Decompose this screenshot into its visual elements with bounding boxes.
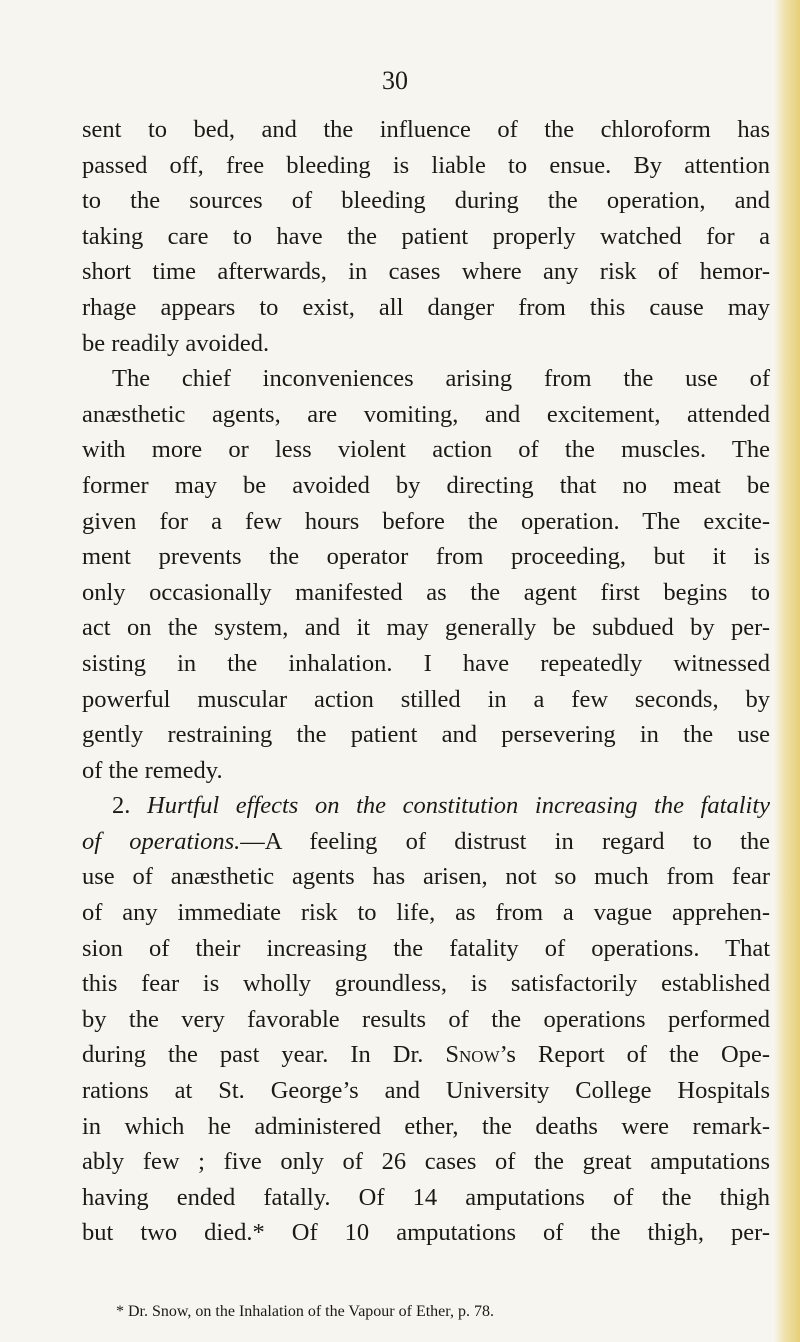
text-line: act on the system, and it may generally be subdued by per- — [82, 614, 770, 642]
text-line: rhage appears to exist, all danger from this cause may — [82, 293, 770, 321]
text-line: gently restraining the patient and persevering in the use — [82, 721, 770, 749]
text-line: rations at St. George’s and University College Hospitals — [82, 1077, 770, 1105]
text-line: former may be avoided by directing that no meat be — [82, 471, 770, 499]
text-fragment: during the past year. In Dr. — [82, 1041, 424, 1069]
text-line: sent to bed, and the influence of the chloroform has — [82, 116, 770, 143]
body-text — [82, 112, 770, 1251]
text-line: sisting in the inhalation. I have repeatedly witnessed — [82, 649, 770, 677]
text-line: by the very favorable results of the operations performed — [82, 1005, 770, 1033]
text-line: use of anæsthetic agents has arisen, not so much from fear — [82, 863, 770, 891]
paragraph-start-line: The chief inconveniences arising from the use of — [112, 365, 770, 393]
section-heading-line — [82, 788, 770, 824]
text-line: of the remedy. — [82, 756, 223, 784]
text-line: ment prevents the operator from proceeding, but it is — [82, 543, 770, 571]
text-line: to the sources of bleeding during the operation, and — [82, 187, 770, 215]
text-line: of any immediate risk to life, as from a vague apprehen- — [82, 899, 770, 927]
text-line: passed off, free bleeding is liable to ensue. By attention — [82, 151, 770, 179]
text-line: given for a few hours before the operation. The excite- — [82, 507, 770, 535]
section-heading-cont: of operations. — [82, 827, 241, 855]
section-heading: Hurtful effects on the constitution increasing the fatality — [147, 792, 771, 820]
footnote: * Dr. Snow, on the Inhalation of the Vapour of Ether, p. 78. — [116, 1303, 494, 1320]
section-number: 2. — [112, 792, 131, 820]
text-fragment: ’s Report of the Ope- — [499, 1041, 771, 1069]
text-line: with more or less violent action of the muscles. The — [82, 436, 770, 464]
text-line: ably few ; five only of 26 cases of the great amputations — [82, 1148, 770, 1176]
text-line: but two died.* Of 10 amputations of the thigh, per- — [82, 1219, 770, 1247]
text-line: anæsthetic agents, are vomiting, and excitement, attended — [82, 400, 770, 428]
text-line: short time afterwards, in cases where any risk of hemor- — [82, 258, 770, 286]
section-heading-line — [82, 824, 770, 860]
page-edge-tint — [774, 0, 800, 1342]
text-line: sion of their increasing the fatality of operations. That — [82, 934, 770, 962]
text-line: only occasionally manifested as the agent first begins to — [82, 578, 770, 606]
text-line: in which he administered ether, the deaths were remark- — [82, 1112, 770, 1140]
author-name: Snow — [445, 1041, 500, 1069]
text-line: powerful muscular action stilled in a few seconds, by — [82, 685, 770, 713]
text-line — [82, 1037, 770, 1073]
text-line: taking care to have the patient properly watched for a — [82, 222, 770, 250]
text-line: be readily avoided. — [82, 329, 270, 357]
text-line: having ended fatally. Of 14 amputations of the thigh — [82, 1183, 770, 1211]
text-line: this fear is wholly groundless, is satisfactorily established — [82, 970, 770, 998]
page-number: 30 — [382, 66, 408, 95]
text-fragment: —A feeling of distrust in regard to the — [240, 827, 771, 855]
